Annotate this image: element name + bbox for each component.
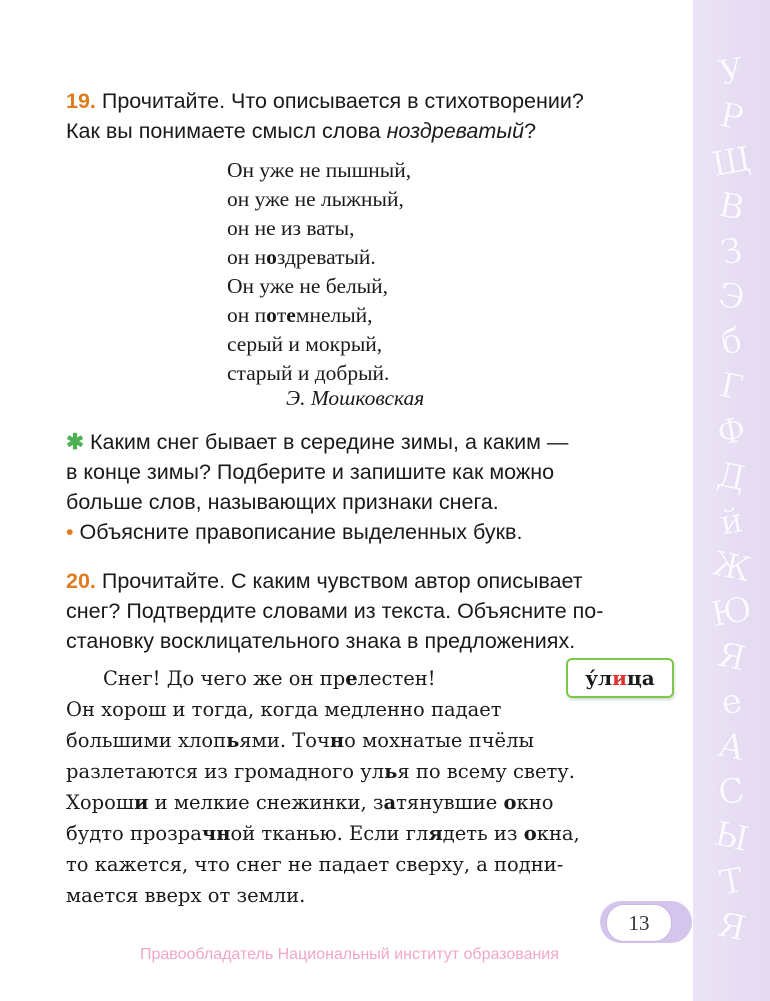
poem-line: он не из ваты,	[227, 216, 355, 240]
decorative-letter: Э	[714, 274, 749, 320]
decorative-letter: А	[714, 724, 749, 770]
star-icon: ✱	[66, 430, 85, 454]
decorative-letter: Ы	[710, 813, 753, 861]
text-line: Снег! До чего же он прелестен!	[103, 667, 436, 690]
text-line: большими хлопьями. Точно мохнатые пчёлы	[66, 729, 535, 752]
vocabulary-word-box: у́лица	[566, 658, 674, 698]
text-line: разлетаются из громадного улья по всему свету.	[66, 760, 575, 783]
poem-line: серый и мокрый,	[227, 332, 383, 356]
decorative-letter: Я	[713, 904, 750, 950]
text-line: Хороши и мелкие снежинки, затянувшие окно	[66, 791, 554, 814]
text-line: то кажется, что снег не падает сверху, а подни-	[66, 853, 564, 876]
decorative-letter: С	[715, 770, 748, 814]
decorative-alphabet-strip	[693, 0, 770, 1001]
decorative-letter: У	[715, 50, 748, 94]
poem-author: Э. Мошковская	[286, 386, 425, 410]
decorative-letter: В	[715, 184, 748, 230]
page-number: 13	[606, 904, 672, 942]
poem-line: он потемнелый,	[227, 303, 373, 327]
decorative-letter: е	[718, 680, 745, 724]
decorative-letter: б	[717, 320, 746, 364]
text-line: будто прозрачной тканью. Если глядеть из окна,	[66, 822, 580, 845]
exercise-19-task: ✱ Каким снег бывает в середине зимы, а каким — в конце зимы? Подберите и запишите как можно больше слов, называющих признаки снега. • Объясните правописание выделенных букв.	[66, 430, 569, 544]
decorative-letter: Ж	[708, 543, 755, 591]
decorative-letter: Я	[713, 634, 750, 680]
poem-line: старый и добрый.	[227, 361, 390, 385]
exercise-number: 20.	[66, 569, 96, 593]
decorative-letter: й	[716, 500, 747, 544]
bullet-icon: •	[66, 520, 74, 544]
text-line: Он хорош и тогда, когда медленно падает	[66, 698, 502, 721]
decorative-letter: Г	[716, 365, 747, 409]
poem-line: Он уже не пышный,	[227, 158, 412, 182]
decorative-letter: Д	[713, 454, 750, 500]
exercise-19-prompt: 19. Прочитайте. Что описывается в стихотворении? Как вы понимаете смысл слова ноздреватый?	[66, 89, 584, 143]
decorative-letter: Ф	[714, 409, 749, 455]
decorative-letter: Ю	[708, 588, 755, 636]
poem-line: он ноздреватый.	[227, 245, 376, 269]
poem-line: Он уже не белый,	[227, 274, 389, 298]
decorative-letter: Щ	[708, 138, 755, 186]
text-line: мается вверх от земли.	[66, 884, 306, 907]
exercise-20-prompt: 20. Прочитайте. С каким чувством автор описывает снег? Подтвердите словами из текста. Объясните по- становку восклицательного знака в предложениях.	[66, 569, 604, 653]
copyright-footer: Правообладатель Национальный институт образования	[140, 946, 559, 963]
decorative-letter: З	[717, 230, 746, 274]
decorative-letter: Т	[716, 860, 747, 904]
poem	[227, 156, 411, 388]
exercise-number: 19.	[66, 89, 96, 113]
decorative-letter: Р	[716, 95, 747, 139]
poem-line: он уже не лыжный,	[227, 187, 404, 211]
